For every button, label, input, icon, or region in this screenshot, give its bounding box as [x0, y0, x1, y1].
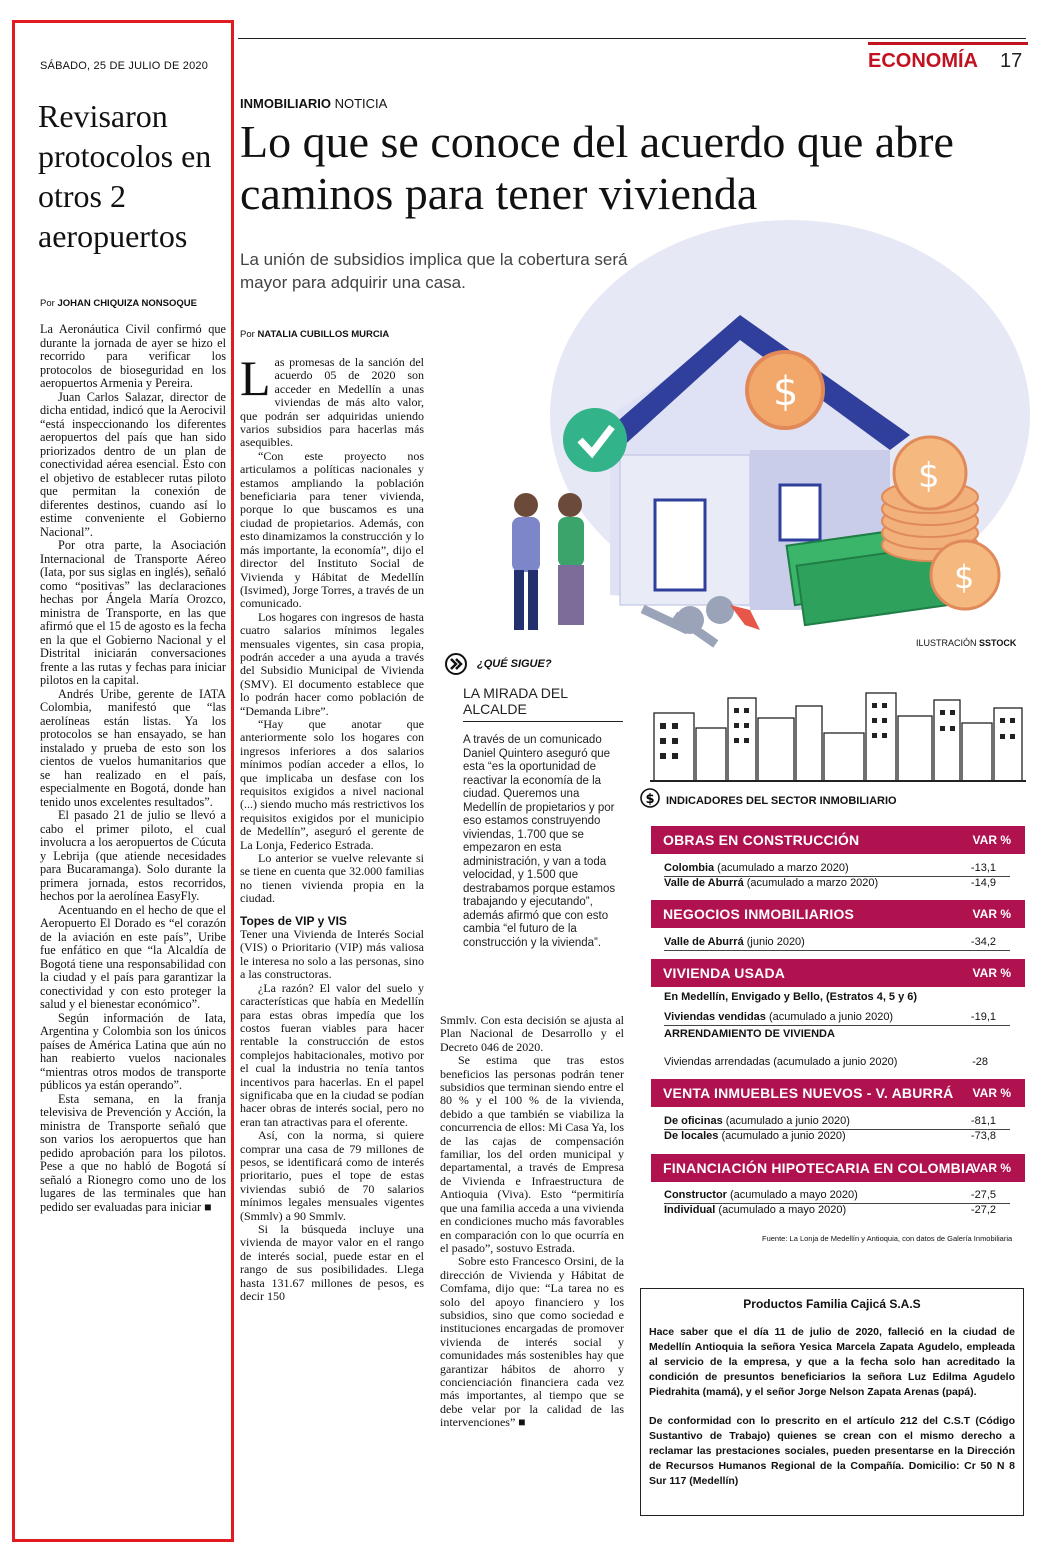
indicator-value: -13,1 — [970, 862, 996, 874]
svg-text:$: $ — [954, 558, 975, 596]
indicator-value: -27,5 — [970, 1189, 996, 1201]
what-next-title: LA MIRADA DEL ALCALDE — [463, 685, 623, 722]
article-body-col2 — [440, 1014, 624, 1430]
top-rule — [238, 38, 1026, 39]
dollar-circle-icon — [640, 788, 660, 808]
indicator-row: Individual (acumulado a mayo 2020) -27,2 — [664, 1204, 996, 1216]
paragraph: Los hogares con ingresos de hasta cuatro salarios mínimos legales mensuales vigentes, sin casa propia, podrán acceder a una ayuda a través del Subsidio Municipal de Vivienda (SMV). El documento establece que lo podrán hacer como población de “Demanda Libre”. — [240, 609, 424, 718]
indicator-value: -34,2 — [970, 936, 996, 948]
byline-author: NATALIA CUBILLOS MURCIA — [257, 329, 390, 340]
section-name: ECONOMÍA — [868, 50, 978, 72]
band-var-label: VAR % — [972, 907, 1011, 921]
paragraph: La Aeronáutica Civil confirmó que durante la jornada de ayer se hizo el recorrido para verificar los protocolos de bioseguridad en los aeropuertos Armenia y Pereira. — [40, 322, 226, 390]
article-deck: La unión de subsidios implica que la cobertura será mayor para adquirir una casa. — [240, 250, 628, 292]
byline-author: JOHAN CHIQUIZA NONSOQUE — [57, 298, 197, 309]
band-var-label: VAR % — [972, 966, 1011, 980]
paragraph: “Con este proyecto nos articulamos a políticas nacionales y estamos ampliando la población beneficiaria para tener vivienda, porque lo que buscamos es una ciudad de propietarios. Además, con esto dinamizamos la construcción y lo más importante, la economía”, dijo el director del Instituto Social de Vivienda y Hábitat de Medellín (Isvimed), Jorge Torres, a través de un comunicado. — [240, 448, 424, 611]
paragraph: Así, con la norma, si quiere comprar una casa de 79 millones de pesos, se identificará como de interés prioritario, pues el tope de estas viviendas subió de 70 salarios mínimos legales mensuales vigentes (Smmlv) a 90 Smmlv. — [240, 1128, 424, 1223]
credit-prefix: ILUSTRACIÓN — [916, 638, 977, 648]
sidebar-body — [40, 323, 226, 1214]
what-next-text: A través de un comunicado Daniel Quintero aseguró que esta “es la oportunidad de reactivar la economía de la ciudad. Queremos una Medellín de propietarios y por eso estamos construyendo viviendas, 1.700 que se empezaron en esta administración, y van a toda velocidad, y 1.500 que destrabamos porque estamos trabajando y ejecutando”, además afirmó que con esto cambia “el futuro de la construcción y la vivienda”. — [463, 734, 616, 949]
indicator-row: Viviendas vendidas (acumulado a junio 2020) -19,1 — [664, 1011, 996, 1023]
section-rule — [868, 42, 1028, 45]
svg-text:$: $ — [773, 369, 799, 415]
indicator-band-obras — [651, 826, 1025, 854]
legal-notice-box — [640, 1288, 1024, 1516]
indicator-band-vivienda-usada — [651, 959, 1025, 987]
article-subhead: Topes de VIP y VIS — [240, 913, 347, 928]
issue-date: SÁBADO, 25 DE JULIO DE 2020 — [40, 60, 209, 72]
band-var-label: VAR % — [972, 1086, 1011, 1100]
indicator-value: -19,1 — [970, 1011, 996, 1023]
article-kicker — [240, 96, 387, 111]
housing-illustration — [490, 215, 1030, 655]
paragraph: Sobre esto Francesco Orsini, de la dirección de Vivienda y Hábitat de Comfama, dijo que: “La tarea no es solo del apoyo financiero y los subsidios, sino que como sociedad e instituciones encargadas de promover vivienda de interés social y comunidades más sostenibles hay que garantizar hábitos de ahorro y concienciación financiera cada vez más importantes, al tiempo que se debe velar por la calidad de las intervenciones” ■ — [440, 1254, 624, 1430]
indicator-row: Colombia (acumulado a marzo 2020) -13,1 — [664, 862, 996, 874]
article-headline: Lo que se conoce del acuerdo que abre caminos para tener vivienda — [240, 116, 954, 219]
paragraph: Andrés Uribe, gerente de IATA Colombia, manifestó que “las aerolíneas están listas. Ya los protocolos se han ensayado, se han instalado y prueba de esto son los cientos de vuelos humanitarios que se han realizado en el país, especialmente en Bogotá, donde han tenido unos excelentes resultados”. — [40, 686, 226, 809]
what-next-label: ¿QUÉ SIGUE? — [477, 658, 552, 670]
indicator-row: Valle de Aburrá (acumulado a marzo 2020) -14,9 — [664, 877, 996, 889]
indicator-note: En Medellín, Envigado y Bello, (Estratos 4, 5 y 6) — [664, 991, 918, 1003]
band-var-label: VAR % — [972, 1161, 1011, 1175]
paragraph: Por otra parte, la Asociación Internacional de Transporte Aéreo (Iata, por sus siglas en inglés), señaló como “positivas” las declaraciones hechas por Ángela María Orozco, ministra de Transporte, en las que afirmó que el 15 de agosto es la fecha en la que el Gobierno Nacional y el Distrital iniciarán conversaciones frente a las rutas y fechas para iniciar pilotos en la capital. — [40, 538, 226, 687]
indicator-value: -14,9 — [970, 877, 996, 889]
indicator-row: Constructor (acumulado a mayo 2020) -27,5 — [664, 1189, 996, 1201]
band-title: FINANCIACIÓN HIPOTECARIA EN COLOMBIA — [663, 1160, 976, 1176]
svg-text:$: $ — [645, 792, 655, 807]
band-var-label: VAR % — [972, 833, 1011, 847]
indicator-value: -81,1 — [970, 1115, 996, 1127]
band-title: NEGOCIOS INMOBILIARIOS — [663, 906, 855, 922]
paragraph: Juan Carlos Salazar, director de dicha entidad, indicó que la Aerocivil “está inspeccionando los diferentes aeropuertos del país que han sido priorizados dentro de un plan de conectividad aérea esencial. Esto con el objetivo de establecer rutas piloto que permitan la conexión de diferentes destinos, cuando así lo estime conveniente el Gobierno Nacional”. — [40, 389, 226, 539]
indicators-source: Fuente: La Lonja de Medellín y Antioquia, con datos de Galería Inmobiliaria — [762, 1234, 1013, 1243]
paragraph: Smmlv. Con esta decisión se ajusta al Plan Nacional de Desarrollo y el Decreto 046 de 2020. — [440, 1013, 624, 1054]
kicker-type: NOTICIA — [331, 96, 388, 111]
sidebar-byline — [40, 298, 197, 309]
row-divider — [664, 950, 1010, 951]
paragraph: Si la búsqueda incluye una vivienda de mayor valor en el rango de interés social, puede estar en el rango de sus posibilidades. Llega hasta 131.67 millones de pesos, es decir 150 — [240, 1222, 424, 1304]
article-byline — [240, 329, 389, 340]
indicator-band-negocios — [651, 900, 1025, 928]
paragraph: Tener una Vivienda de Interés Social (VIS) o Prioritario (VIP) más valiosa le interesa no solo a las personas, sino a las constructoras. — [240, 927, 424, 982]
indicator-value: -73,8 — [970, 1130, 996, 1142]
row-divider — [664, 1025, 1010, 1026]
paragraph: Esta semana, en la franja televisiva de Prevención y Acción, la ministra de Transporte señaló que son varios los aeropuertos que han pedido aprobación para los pilotos. Pese a que no habló de Bogotá sí señaló a Rionegro como uno de los lugares de las terminales que han pedido ser evaluadas para iniciar ■ — [40, 1091, 226, 1214]
what-next-box — [445, 653, 623, 950]
indicator-band-financiacion — [651, 1154, 1025, 1182]
page-number: 17 — [1000, 50, 1023, 72]
indicator-subtitle: ARRENDAMIENTO DE VIVIENDA — [664, 1028, 835, 1040]
paragraph: Según información de Iata, Argentina y Colombia son los únicos países de América Latina que aún no han reabierto vuelos nacionales “mientras otros modos de transporte públicos ya están operando”. — [40, 1010, 226, 1092]
paragraph: as promesas de la sanción del acuerdo 05 de 2020 son acceder en Medellín a unas viviendas de más alto valor, que podrán ser adquiridas uniendo varios subsidios para hacerlas más asequibles. — [240, 355, 424, 450]
double-chevron-icon — [445, 653, 467, 675]
notice-title: Productos Familia Cajicá S.A.S — [743, 1297, 921, 1311]
paragraph: ¿La razón? El valor del suelo y características que había en Medellín para estas obras impedía que los costos fueran viables para hacer rentable la construcción de estos complejos habitacionales, motivo por el cual la industria no tenía tantos incentivos para hacerlas. En el papel significaba que en la ciudad se podían hacer obras de interés social, pero no eran tan atractivas para el oferente. — [240, 980, 424, 1129]
indicator-value: -28 — [972, 1056, 988, 1068]
indicator-row: De oficinas (acumulado a junio 2020) -81,1 — [664, 1115, 996, 1127]
paragraph: “Hay que anotar que anteriormente solo los hogares con ingresos inferiores a dos salarios mínimos podían acceder a ellos, lo que implicaba un desfase con los requisitos exigidos a nivel nacional (...) siendo mucho más restrictivos los requisitos exigidos por el municipio de Medellín”, aseguró el gerente de La Lonja, Federico Estrada. — [240, 716, 424, 852]
indicator-row: Valle de Aburrá (junio 2020) -34,2 — [664, 936, 996, 948]
article-body-col1 — [240, 350, 424, 1304]
illustration-credit — [916, 638, 1016, 648]
paragraph: Lo anterior se vuelve relevante si se tiene en cuenta que 32.000 familias no tienen vivienda propia en la ciudad. — [240, 851, 424, 906]
byline-prefix: Por — [240, 329, 255, 340]
indicator-value: -27,2 — [970, 1204, 996, 1216]
paragraph: El pasado 21 de julio se llevó a cabo el primer piloto, el cual involucra a los aeropuertos de Cúcuta y Lebrija (que atiende necesidades para Bucaramanga). Solo durante la primera jornada, estos recorridos, hechos por la aerolínea EasyFly. — [40, 808, 226, 903]
sidebar-headline: Revisaron protocolos en otros 2 aeropuertos — [38, 98, 212, 254]
paragraph: Acentuando en el hecho de que el Aeropuerto El Dorado es “el corazón de la aviación en este país”, Uribe fue enfático en que “la Alcaldía de Bogotá tiene una responsabilidad con la ciudad y el país para garantizar la conectividad y con esto proteger la salud y el bienestar económico”. — [40, 902, 226, 1011]
svg-text:$: $ — [918, 456, 940, 496]
kicker-category: INMOBILIARIO — [240, 96, 331, 111]
paragraph: Se estima que tras estos beneficios las personas podrán tener subsidios que terminan siendo entre el 80 % y el 100 % de la vivienda, debido a que también se viabiliza la concurrencia de ellos: Mi Casa Ya, los de las cajas de compensación familiar, los del orden municipal y departamental, a través de Empresa de Vivienda e Infraestructura de Antioquia (Viva). Esto “permitiría que una familia acceda a una vivienda en condiciones mucho más favorables en comparación con lo que ocurría en el pasado”, sostuvo Estrada. — [440, 1053, 624, 1255]
band-title: OBRAS EN CONSTRUCCIÓN — [663, 832, 860, 848]
credit-source: SSTOCK — [979, 638, 1017, 648]
band-title: VIVIENDA USADA — [663, 965, 786, 981]
city-skyline-illustration — [650, 688, 1026, 783]
dropcap: L — [240, 350, 271, 406]
indicator-band-venta-nuevos — [651, 1079, 1025, 1107]
notice-paragraph: De conformidad con lo prescrito en el artículo 212 del C.S.T (Código Sustantivo de Trabajo) quienes se crean con el mismo derecho a reclamar las prestaciones sociales, pueden presentarse en la Dirección de Recursos Humanos Regional de la Compañía. Domicilio: Cr 50 N 8 Sur 117 (Medellín) — [649, 1415, 1015, 1487]
notice-paragraph: Hace saber que el día 11 de julio de 2020, falleció en la ciudad de Medellín Antioquia la señora Yesica Marcela Zapata Agudelo, empleada al servicio de la empresa, y que a la fecha solo han acreditado la condición de presuntos beneficiarios la señora Luz Edilma Agudelo Piedrahita (mamá), y el señor Jorge Nelson Zapata Arenas (papá). — [649, 1326, 1015, 1398]
indicator-row: De locales (acumulado a junio 2020) -73,8 — [664, 1130, 996, 1142]
indicator-row: Viviendas arrendadas (acumulado a junio 2020) -28 — [664, 1056, 988, 1068]
band-title: VENTA INMUEBLES NUEVOS - V. ABURRÁ — [663, 1085, 954, 1101]
indicators-title: INDICADORES DEL SECTOR INMOBILIARIO — [666, 795, 897, 807]
byline-prefix: Por — [40, 298, 55, 309]
